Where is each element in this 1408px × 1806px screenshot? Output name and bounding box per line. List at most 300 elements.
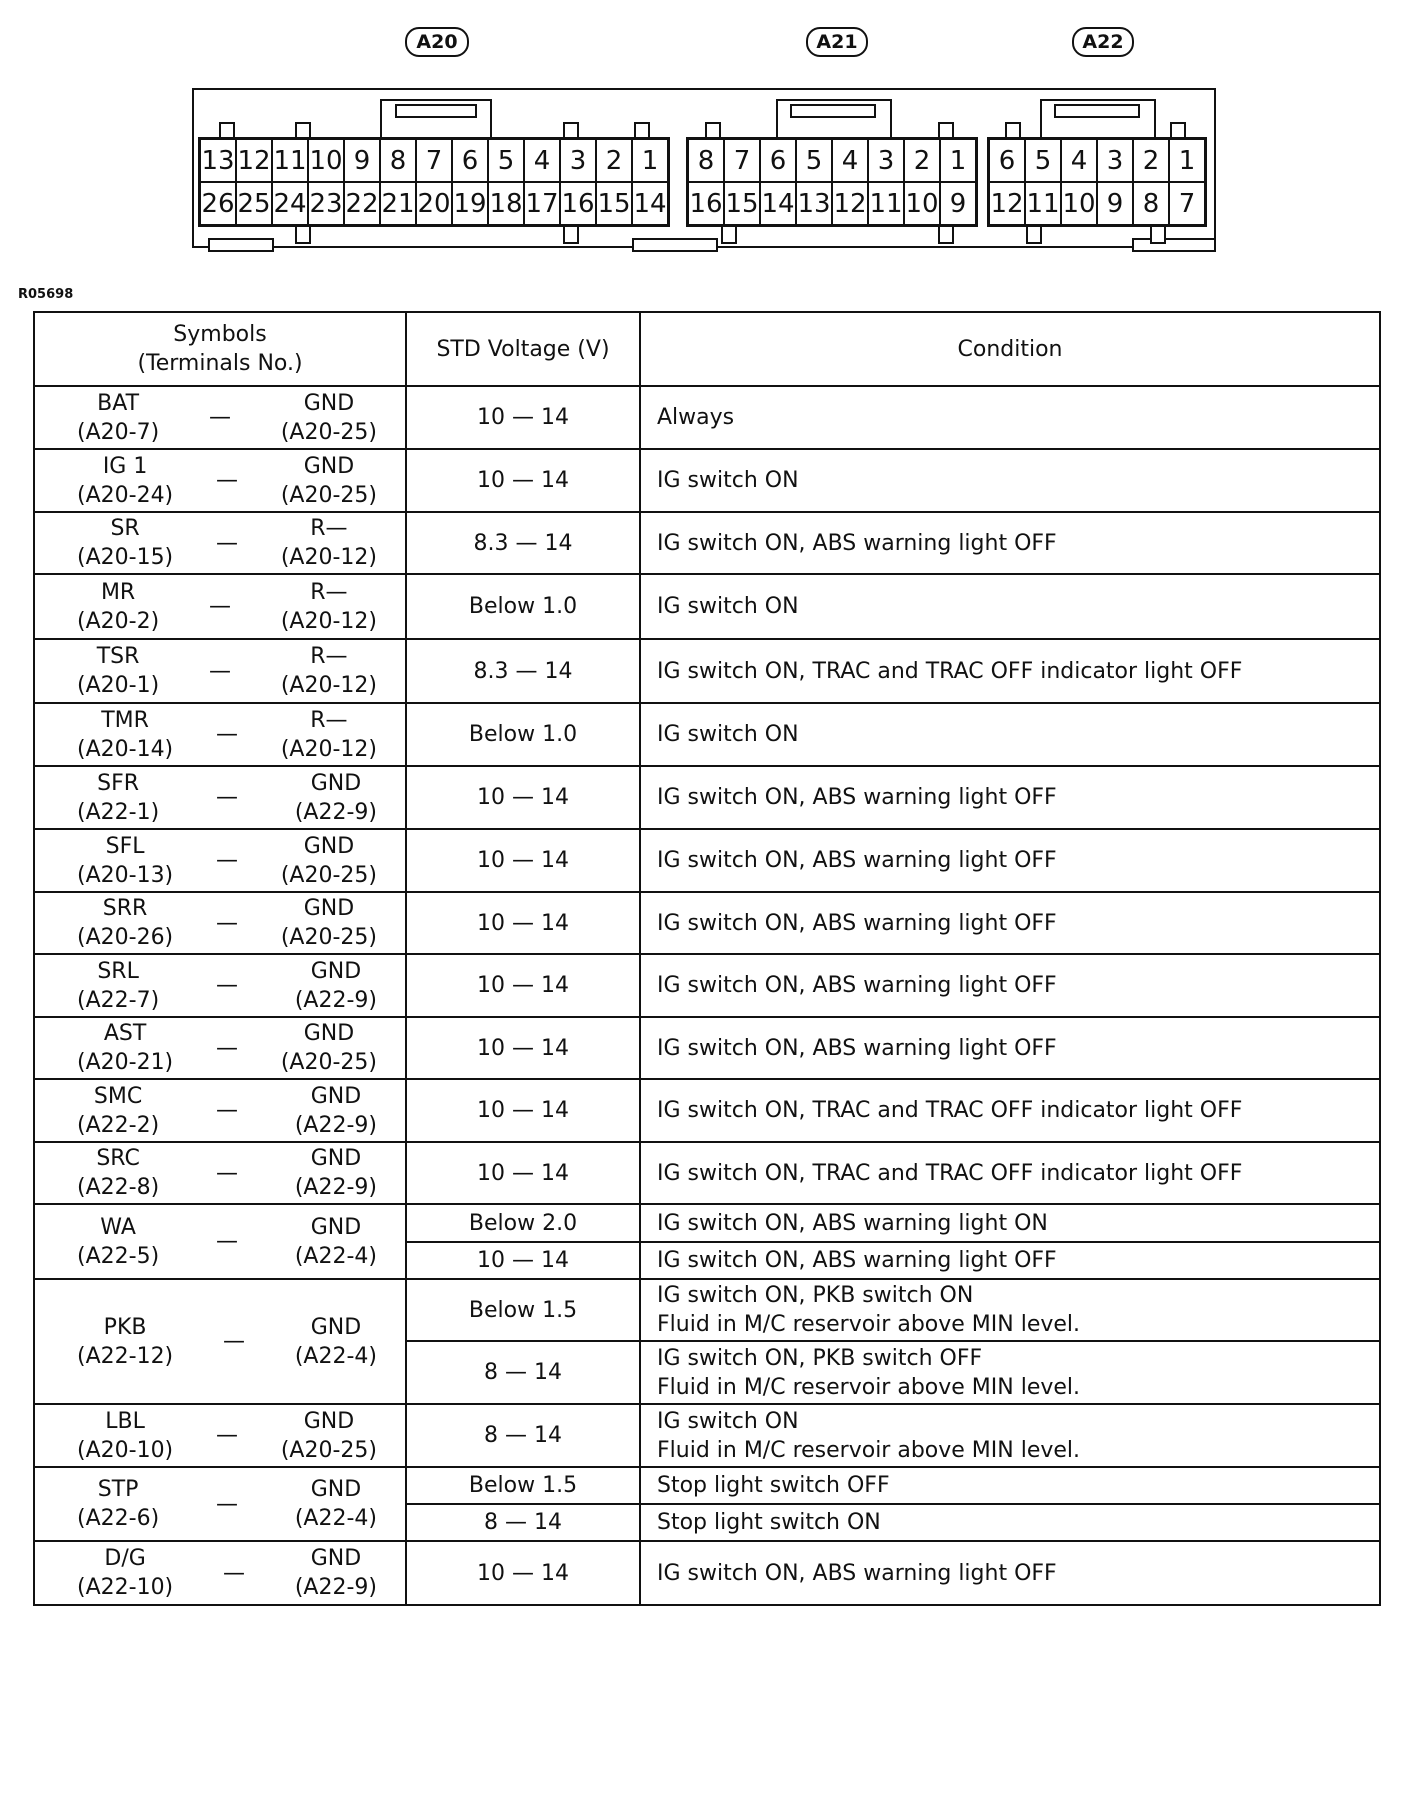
terminal-number: (A22-4) bbox=[294, 1243, 377, 1269]
terminal-number: (A22-4) bbox=[294, 1343, 377, 1369]
symbol-to bbox=[281, 452, 377, 510]
condition-cell bbox=[640, 1142, 1380, 1204]
condition-line: Always bbox=[657, 405, 735, 430]
condition-cell bbox=[640, 449, 1380, 512]
voltage-cell: 8 — 14 bbox=[406, 1341, 640, 1404]
symbol-pair bbox=[35, 578, 405, 636]
condition-line: IG switch ON, ABS warning light OFF bbox=[657, 848, 1057, 873]
symbol-to bbox=[295, 1313, 377, 1371]
connector-label-a20: A20 bbox=[405, 27, 469, 57]
table-row bbox=[34, 703, 1380, 766]
symbol-cell bbox=[34, 829, 406, 892]
connector-pin: 17 bbox=[524, 182, 560, 225]
connector-pin: 7 bbox=[416, 139, 452, 182]
connector-pin: 4 bbox=[832, 139, 868, 182]
symbol-name: SFL bbox=[105, 833, 145, 859]
connector-pin: 14 bbox=[760, 182, 796, 225]
symbol-name: GND bbox=[310, 958, 362, 984]
a22-latch-slot bbox=[1054, 104, 1140, 118]
condition-line: Fluid in M/C reservoir above MIN level. bbox=[657, 1437, 1081, 1463]
connector-pin: 9 bbox=[1097, 182, 1133, 225]
symbol-from bbox=[77, 452, 173, 510]
table-header-row bbox=[34, 312, 1380, 386]
symbol-pair bbox=[35, 1019, 405, 1077]
condition-cell bbox=[640, 1017, 1380, 1079]
condition-cell bbox=[640, 892, 1380, 954]
condition-line: IG switch ON bbox=[657, 722, 799, 747]
condition-cell bbox=[640, 766, 1380, 829]
symbol-pair bbox=[35, 957, 405, 1015]
terminal-number: (A20-14) bbox=[77, 736, 174, 762]
symbol-from bbox=[77, 642, 159, 700]
symbol-from bbox=[77, 832, 173, 890]
condition-cell bbox=[640, 386, 1380, 449]
condition-line: IG switch ON, PKB switch ON bbox=[657, 1283, 974, 1308]
symbol-name: GND bbox=[310, 1546, 362, 1571]
condition-line: IG switch ON bbox=[657, 594, 799, 619]
condition-cell bbox=[640, 703, 1380, 766]
condition-cell bbox=[640, 574, 1380, 639]
symbol-from bbox=[77, 578, 159, 636]
condition-cell bbox=[640, 1242, 1380, 1279]
connector-a22 bbox=[987, 137, 1207, 227]
condition-line: Stop light switch ON bbox=[657, 1510, 881, 1535]
table-row bbox=[34, 1204, 1380, 1242]
symbol-cell bbox=[34, 574, 406, 639]
voltage-cell: Below 1.0 bbox=[406, 703, 640, 766]
terminal-number: (A20-25) bbox=[280, 419, 377, 445]
symbol-name: GND bbox=[303, 896, 355, 921]
condition-cell bbox=[640, 1341, 1380, 1404]
voltage-cell: Below 1.0 bbox=[406, 574, 640, 639]
dash-separator: — bbox=[216, 1229, 238, 1254]
connector-a21 bbox=[686, 137, 978, 227]
symbol-cell bbox=[34, 449, 406, 512]
dash-separator: — bbox=[223, 1329, 245, 1354]
symbol-name: TSR bbox=[96, 644, 140, 669]
condition-line: IG switch ON, ABS warning light OFF bbox=[657, 785, 1057, 810]
condition-line: IG switch ON, TRAC and TRAC OFF indicator light OFF bbox=[657, 658, 1243, 684]
voltage-cell: 10 — 14 bbox=[406, 954, 640, 1017]
symbol-from bbox=[77, 1144, 159, 1202]
symbol-pair bbox=[35, 452, 405, 510]
connector-label-a21: A21 bbox=[806, 27, 868, 57]
terminal-number: (A22-8) bbox=[77, 1175, 160, 1200]
symbol-from bbox=[77, 1475, 159, 1533]
symbol-pair bbox=[35, 1407, 405, 1465]
connector-pin: 3 bbox=[868, 139, 904, 182]
dash-separator: — bbox=[216, 1035, 238, 1061]
symbol-name: SMC bbox=[93, 1083, 143, 1109]
symbol-name: TMR bbox=[101, 707, 149, 733]
connector-pin: 11 bbox=[868, 182, 904, 225]
dash-separator: — bbox=[216, 1098, 238, 1123]
terminal-number: (A22-12) bbox=[77, 1343, 174, 1369]
terminal-number: (A20-24) bbox=[77, 482, 174, 508]
connector-pin: 19 bbox=[452, 182, 488, 225]
terminal-number: (A20-12) bbox=[280, 673, 377, 698]
symbol-from bbox=[77, 1019, 173, 1077]
condition-cell bbox=[640, 1541, 1380, 1605]
connector-pin: 16 bbox=[688, 182, 724, 225]
symbol-to bbox=[295, 1475, 377, 1533]
table-row bbox=[34, 892, 1380, 954]
symbol-from bbox=[77, 1213, 159, 1271]
connector-pin: 4 bbox=[524, 139, 560, 182]
connector-pin: 13 bbox=[200, 139, 236, 182]
voltage-cell: 8.3 — 14 bbox=[406, 512, 640, 574]
symbol-pair bbox=[35, 1213, 405, 1271]
condition-cell bbox=[640, 1504, 1380, 1541]
condition-cell bbox=[640, 512, 1380, 574]
connector-pin: 1 bbox=[632, 139, 668, 182]
symbol-cell bbox=[34, 892, 406, 954]
terminal-number: (A22-4) bbox=[294, 1506, 377, 1531]
symbol-name: GND bbox=[303, 453, 355, 479]
dash-separator: — bbox=[216, 785, 238, 810]
symbol-to bbox=[295, 1144, 377, 1202]
table-row bbox=[34, 1017, 1380, 1079]
symbol-to bbox=[281, 894, 377, 952]
table-row bbox=[34, 766, 1380, 829]
terminal-number: (A20-13) bbox=[77, 862, 174, 888]
symbol-pair bbox=[35, 1144, 405, 1202]
connector-pin: 3 bbox=[1097, 139, 1133, 182]
condition-cell bbox=[640, 1204, 1380, 1242]
condition-cell bbox=[640, 954, 1380, 1017]
connector-pin: 12 bbox=[236, 139, 272, 182]
condition-line: IG switch ON, ABS warning light ON bbox=[657, 1210, 1048, 1236]
voltage-cell: Below 1.5 bbox=[406, 1279, 640, 1341]
symbol-name: R— bbox=[310, 516, 348, 541]
symbol-from bbox=[77, 1313, 173, 1371]
dash-separator: — bbox=[216, 1160, 238, 1186]
symbol-cell bbox=[34, 766, 406, 829]
condition-line: IG switch ON, ABS warning light OFF bbox=[657, 973, 1057, 998]
condition-line: Fluid in M/C reservoir above MIN level. bbox=[657, 1374, 1081, 1400]
symbol-from bbox=[77, 894, 173, 952]
header-symbols-line2: (Terminals No.) bbox=[137, 351, 303, 376]
a21-latch-slot bbox=[790, 104, 876, 118]
connector-pin: 13 bbox=[796, 182, 832, 225]
symbol-to bbox=[295, 957, 377, 1015]
symbol-from bbox=[77, 514, 173, 572]
connector-pin: 3 bbox=[560, 139, 596, 182]
terminal-number: (A20-25) bbox=[280, 1437, 377, 1463]
voltage-cell: 10 — 14 bbox=[406, 449, 640, 512]
symbol-cell bbox=[34, 1017, 406, 1079]
voltage-cell: 10 — 14 bbox=[406, 1541, 640, 1605]
symbol-from bbox=[77, 957, 159, 1015]
symbol-name: GND bbox=[310, 1477, 362, 1502]
symbol-pair bbox=[35, 1082, 405, 1140]
symbol-name: SFR bbox=[97, 770, 140, 796]
symbol-to bbox=[281, 1019, 377, 1077]
dash-separator: — bbox=[216, 910, 238, 936]
connector-pin: 6 bbox=[452, 139, 488, 182]
condition-cell bbox=[640, 1404, 1380, 1467]
voltage-cell: 10 — 14 bbox=[406, 829, 640, 892]
connector-pin: 9 bbox=[344, 139, 380, 182]
condition-line: IG switch ON, ABS warning light OFF bbox=[657, 910, 1057, 936]
symbol-name: R— bbox=[310, 644, 348, 669]
connector-pin: 7 bbox=[1169, 182, 1205, 225]
terminal-number: (A20-12) bbox=[280, 736, 377, 762]
symbol-name: R— bbox=[310, 707, 348, 733]
connector-pin: 16 bbox=[560, 182, 596, 225]
symbol-from bbox=[77, 769, 159, 827]
condition-line: IG switch ON, TRAC and TRAC OFF indicator light OFF bbox=[657, 1098, 1243, 1123]
table-row bbox=[34, 1079, 1380, 1142]
table-row bbox=[34, 1541, 1380, 1605]
condition-cell bbox=[640, 1467, 1380, 1504]
condition-line: IG switch ON, ABS warning light OFF bbox=[657, 1248, 1057, 1273]
symbol-to bbox=[281, 1407, 377, 1465]
voltage-cell: 10 — 14 bbox=[406, 1017, 640, 1079]
symbol-cell bbox=[34, 1142, 406, 1204]
symbol-to bbox=[281, 389, 377, 447]
symbol-cell bbox=[34, 703, 406, 766]
symbol-from bbox=[77, 706, 173, 764]
condition-line: IG switch ON, ABS warning light OFF bbox=[657, 530, 1057, 556]
symbol-from bbox=[77, 389, 159, 447]
terminal-number: (A20-25) bbox=[280, 925, 377, 950]
symbol-to bbox=[295, 769, 377, 827]
symbol-from bbox=[77, 1407, 173, 1465]
symbol-name: GND bbox=[310, 1314, 362, 1340]
symbol-cell bbox=[34, 639, 406, 703]
terminal-number: (A22-9) bbox=[294, 1112, 377, 1138]
terminal-number: (A20-21) bbox=[77, 1050, 174, 1075]
table-row bbox=[34, 574, 1380, 639]
symbol-name: SRC bbox=[96, 1146, 140, 1171]
terminal-number: (A20-1) bbox=[77, 673, 160, 698]
connector-pin: 12 bbox=[832, 182, 868, 225]
symbol-from bbox=[77, 1544, 173, 1602]
terminal-number: (A20-10) bbox=[77, 1437, 174, 1463]
symbol-cell bbox=[34, 512, 406, 574]
connector-a20 bbox=[198, 137, 670, 227]
symbol-name: GND bbox=[310, 1083, 362, 1109]
condition-line: IG switch ON, TRAC and TRAC OFF indicator light OFF bbox=[657, 1160, 1243, 1186]
connector-pin: 7 bbox=[724, 139, 760, 182]
connector-pin: 25 bbox=[236, 182, 272, 225]
condition-cell bbox=[640, 1279, 1380, 1341]
connector-pin: 12 bbox=[989, 182, 1025, 225]
voltage-spec-table bbox=[33, 311, 1381, 1606]
terminal-number: (A20-7) bbox=[77, 419, 160, 445]
symbol-cell bbox=[34, 1079, 406, 1142]
dash-separator: — bbox=[216, 848, 238, 873]
symbol-to bbox=[281, 578, 377, 636]
symbol-name: GND bbox=[310, 770, 362, 796]
connector-pin: 18 bbox=[488, 182, 524, 225]
table-row bbox=[34, 512, 1380, 574]
symbol-name: GND bbox=[310, 1146, 362, 1171]
connector-pin: 9 bbox=[940, 182, 976, 225]
table-row bbox=[34, 1467, 1380, 1504]
symbol-to bbox=[295, 1544, 377, 1602]
dash-separator: — bbox=[216, 1423, 238, 1448]
symbol-name: MR bbox=[100, 579, 136, 605]
dash-separator: — bbox=[209, 405, 231, 430]
connector-label-a22: A22 bbox=[1072, 27, 1134, 57]
connector-pin: 2 bbox=[1133, 139, 1169, 182]
connector-pin: 20 bbox=[416, 182, 452, 225]
terminal-number: (A22-9) bbox=[294, 987, 377, 1013]
symbol-cell bbox=[34, 1467, 406, 1541]
voltage-cell: 10 — 14 bbox=[406, 1242, 640, 1279]
table-row bbox=[34, 829, 1380, 892]
connector-pin: 26 bbox=[200, 182, 236, 225]
symbol-pair bbox=[35, 1544, 405, 1602]
connector-pin: 11 bbox=[1025, 182, 1061, 225]
connector-pin: 2 bbox=[904, 139, 940, 182]
table-row bbox=[34, 954, 1380, 1017]
dash-separator: — bbox=[209, 658, 231, 684]
symbol-to bbox=[295, 1213, 377, 1271]
symbol-pair bbox=[35, 514, 405, 572]
symbol-name: BAT bbox=[97, 390, 140, 416]
voltage-cell: 8 — 14 bbox=[406, 1404, 640, 1467]
connector-pin: 10 bbox=[1061, 182, 1097, 225]
condition-cell bbox=[640, 1079, 1380, 1142]
table-row bbox=[34, 1279, 1380, 1341]
connector-pin: 1 bbox=[1169, 139, 1205, 182]
symbol-cell bbox=[34, 386, 406, 449]
symbol-name: LBL bbox=[105, 1408, 145, 1434]
condition-line: Stop light switch OFF bbox=[657, 1473, 890, 1498]
housing-tab-left bbox=[208, 238, 274, 252]
terminal-number: (A22-10) bbox=[77, 1575, 174, 1600]
header-symbols bbox=[34, 312, 406, 386]
condition-line: IG switch ON bbox=[657, 468, 799, 493]
dash-separator: — bbox=[216, 722, 238, 747]
terminal-number: (A22-5) bbox=[77, 1243, 160, 1269]
dash-separator: — bbox=[216, 468, 238, 493]
connector-pin: 15 bbox=[724, 182, 760, 225]
symbol-name: GND bbox=[303, 833, 355, 859]
connector-pin: 8 bbox=[380, 139, 416, 182]
dash-separator: — bbox=[209, 594, 231, 619]
symbol-name: PKB bbox=[103, 1314, 147, 1340]
table-row bbox=[34, 1142, 1380, 1204]
connector-pin: 6 bbox=[760, 139, 796, 182]
voltage-cell: 8.3 — 14 bbox=[406, 639, 640, 703]
voltage-cell: 10 — 14 bbox=[406, 1142, 640, 1204]
connector-pin: 4 bbox=[1061, 139, 1097, 182]
voltage-cell: 8 — 14 bbox=[406, 1504, 640, 1541]
voltage-cell: Below 1.5 bbox=[406, 1467, 640, 1504]
terminal-number: (A22-9) bbox=[294, 1175, 377, 1200]
condition-line: IG switch ON bbox=[657, 1408, 799, 1434]
symbol-to bbox=[281, 642, 377, 700]
symbol-cell bbox=[34, 1404, 406, 1467]
dash-separator: — bbox=[223, 1560, 245, 1586]
terminal-number: (A20-25) bbox=[280, 1050, 377, 1075]
symbol-pair bbox=[35, 894, 405, 952]
symbol-pair bbox=[35, 642, 405, 700]
connector-pin: 15 bbox=[596, 182, 632, 225]
symbol-from bbox=[77, 1082, 159, 1140]
terminal-number: (A22-2) bbox=[77, 1112, 160, 1138]
dash-separator: — bbox=[216, 1491, 238, 1517]
terminal-number: (A20-12) bbox=[280, 545, 377, 570]
terminal-number: (A22-9) bbox=[294, 799, 377, 825]
symbol-cell bbox=[34, 954, 406, 1017]
connector-pin: 21 bbox=[380, 182, 416, 225]
connector-pin: 5 bbox=[1025, 139, 1061, 182]
symbol-name: D/G bbox=[104, 1546, 146, 1571]
table-row bbox=[34, 449, 1380, 512]
symbol-to bbox=[281, 832, 377, 890]
terminal-number: (A20-25) bbox=[280, 862, 377, 888]
symbol-pair bbox=[35, 769, 405, 827]
housing-tab-right bbox=[1132, 238, 1216, 252]
header-condition: Condition bbox=[640, 312, 1380, 386]
voltage-cell: 10 — 14 bbox=[406, 386, 640, 449]
connector-pin: 8 bbox=[1133, 182, 1169, 225]
voltage-cell: Below 2.0 bbox=[406, 1204, 640, 1242]
condition-cell bbox=[640, 639, 1380, 703]
symbol-to bbox=[281, 514, 377, 572]
connector-pin: 24 bbox=[272, 182, 308, 225]
connector-pin: 5 bbox=[796, 139, 832, 182]
symbol-name: IG 1 bbox=[102, 453, 148, 479]
symbol-cell bbox=[34, 1204, 406, 1279]
symbol-name: SRR bbox=[102, 896, 148, 921]
symbol-pair bbox=[35, 389, 405, 447]
condition-line: IG switch ON, ABS warning light OFF bbox=[657, 1035, 1057, 1061]
connector-pin: 6 bbox=[989, 139, 1025, 182]
terminal-number: (A20-26) bbox=[77, 925, 174, 950]
symbol-name: STP bbox=[97, 1477, 139, 1502]
condition-line: IG switch ON, ABS warning light OFF bbox=[657, 1560, 1057, 1586]
symbol-name: SR bbox=[110, 516, 140, 541]
symbol-pair bbox=[35, 1475, 405, 1533]
terminal-number: (A20-12) bbox=[280, 608, 377, 634]
symbol-pair bbox=[35, 832, 405, 890]
housing-tab-middle bbox=[632, 238, 718, 252]
terminal-number: (A22-9) bbox=[294, 1575, 377, 1600]
connector-pin: 22 bbox=[344, 182, 380, 225]
connector-pin: 5 bbox=[488, 139, 524, 182]
connector-pin: 8 bbox=[688, 139, 724, 182]
header-voltage: STD Voltage (V) bbox=[406, 312, 640, 386]
terminal-number: (A20-25) bbox=[280, 482, 377, 508]
voltage-cell: 10 — 14 bbox=[406, 1079, 640, 1142]
terminal-number: (A22-6) bbox=[77, 1506, 160, 1531]
terminal-number: (A22-1) bbox=[77, 799, 160, 825]
symbol-name: GND bbox=[310, 1214, 362, 1240]
connector-pin: 11 bbox=[272, 139, 308, 182]
connector-pin: 2 bbox=[596, 139, 632, 182]
header-symbols-line1: Symbols bbox=[173, 322, 267, 347]
symbol-name: SRL bbox=[97, 958, 139, 984]
terminal-number: (A22-7) bbox=[77, 987, 160, 1013]
connector-pin: 23 bbox=[308, 182, 344, 225]
document-code: R05698 bbox=[18, 287, 74, 302]
condition-line: Fluid in M/C reservoir above MIN level. bbox=[657, 1312, 1081, 1337]
connector-pin: 1 bbox=[940, 139, 976, 182]
symbol-name: AST bbox=[103, 1021, 147, 1046]
a20-latch-slot bbox=[395, 104, 477, 118]
symbol-name: R— bbox=[310, 579, 348, 605]
symbol-pair bbox=[35, 706, 405, 764]
connector-pin: 14 bbox=[632, 182, 668, 225]
connector-pin: 10 bbox=[904, 182, 940, 225]
symbol-cell bbox=[34, 1541, 406, 1605]
